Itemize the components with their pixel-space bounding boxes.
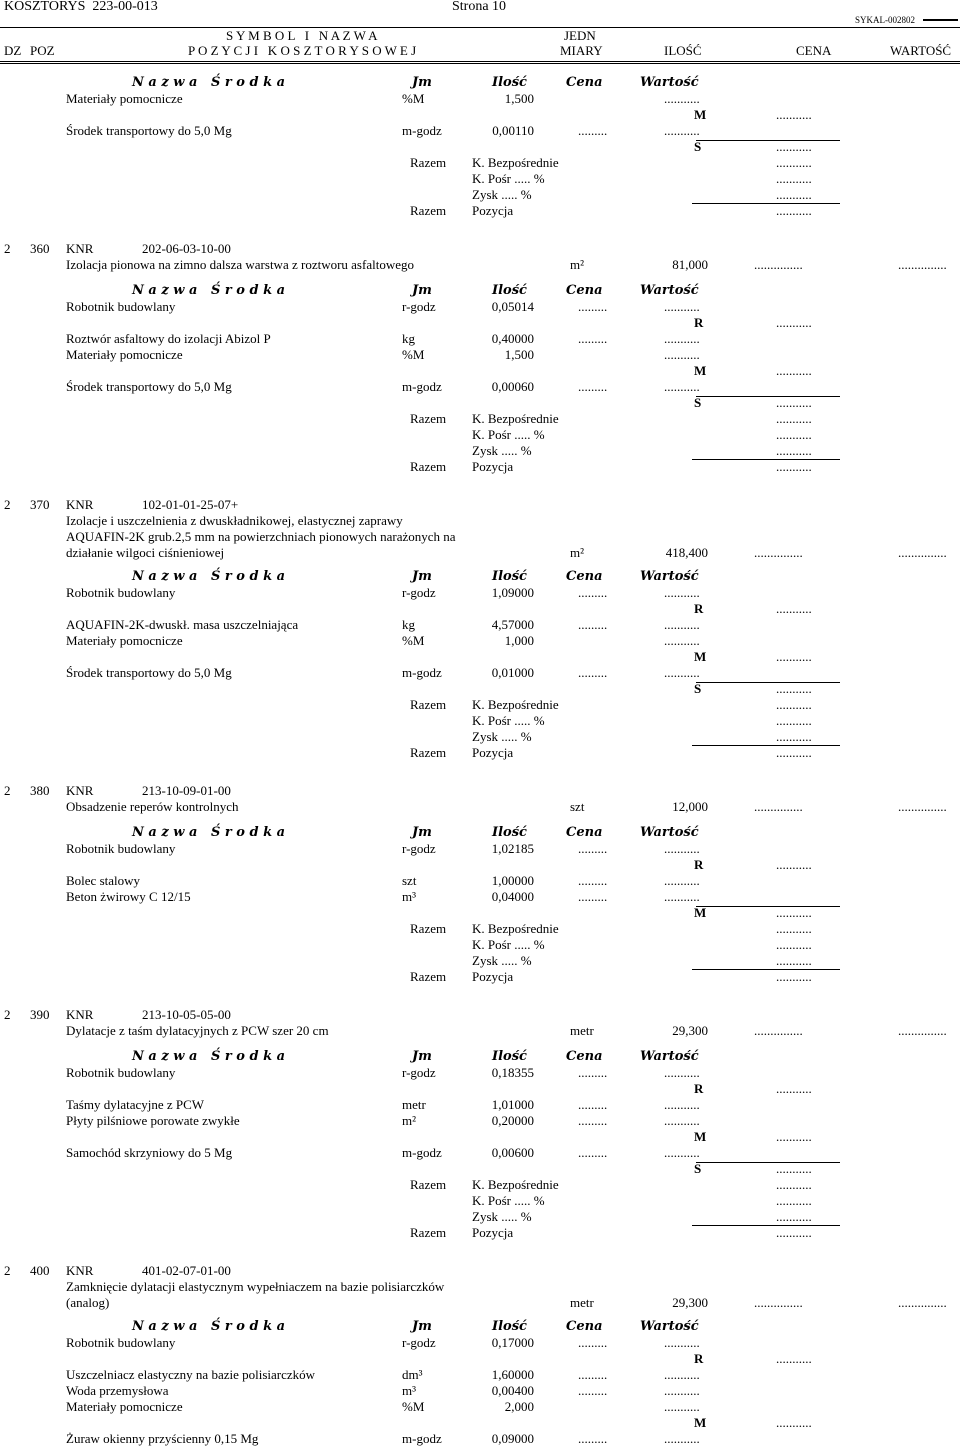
resource-quantity: 0,40000 (491, 331, 534, 346)
resource-quantity: 0,00110 (492, 123, 534, 138)
resource-price: ......... (578, 1383, 608, 1398)
position-quantity: 81,000 (672, 257, 708, 272)
resource-value: ........... (664, 91, 700, 106)
resource-unit: %M (402, 91, 425, 106)
position-number: 400 (30, 1263, 50, 1278)
position-description: Izolacje i uszczelnienia z dwuskładnikowej, elastycznej zaprawy (66, 513, 403, 528)
subtotal-value: ........... (776, 1161, 812, 1176)
total-value: ........... (776, 155, 812, 170)
resource-quantity: 1,09000 (491, 585, 534, 600)
resource-value: ........... (664, 331, 700, 346)
resource-value: ........... (664, 299, 700, 314)
total-value: ........... (776, 1193, 812, 1208)
resource-value: ........... (664, 347, 700, 362)
column-header-jm: Jm (412, 1049, 432, 1064)
column-header-cena: Cena (566, 1319, 603, 1334)
total-value: ........... (776, 937, 812, 952)
total-value: ........... (776, 921, 812, 936)
resource-value: ........... (664, 889, 700, 904)
total-label: Pozycja (472, 459, 514, 474)
resource-value: ........... (664, 123, 700, 138)
resource-value: ........... (664, 617, 700, 632)
position-unit: m² (570, 257, 585, 272)
subtotal-value: ........... (776, 139, 812, 154)
position-dz: 2 (4, 497, 11, 512)
resource-price: ......... (578, 889, 608, 904)
resource-quantity: 2,000 (504, 1399, 534, 1414)
resource-unit: kg (402, 617, 415, 632)
total-label-razem: Razem (410, 969, 447, 984)
total-label-razem: Razem (410, 745, 447, 760)
subtotal-value: ........... (776, 857, 812, 872)
resource-value: ........... (664, 841, 700, 856)
column-header-ilosc: Ilość (492, 1319, 527, 1334)
resource-price: ......... (578, 841, 608, 856)
resource-unit: m-godz (402, 665, 442, 680)
resource-quantity: 1,02185 (491, 841, 534, 856)
miary-heading: MIARY (560, 43, 603, 58)
position-quantity: 12,000 (672, 799, 708, 814)
position-knr: KNR (66, 783, 94, 798)
resource-name: Woda przemysłowa (66, 1383, 169, 1398)
column-header-cena: Cena (566, 75, 603, 90)
subtotal-letter: M (694, 1129, 707, 1144)
position-price: ............... (754, 257, 803, 272)
subtotal-letter: M (694, 1415, 707, 1430)
subtotal-value: ........... (776, 649, 812, 664)
position-number: 380 (30, 783, 50, 798)
total-underline (692, 459, 840, 460)
resource-name: AQUAFIN-2K-dwuskł. masa uszczelniająca (66, 617, 299, 632)
column-header-wartosc: Wartość (640, 825, 699, 840)
total-value: ........... (776, 459, 812, 474)
document-title: KOSZTORYS 223-00-013 (4, 0, 158, 14)
cena-heading: CENA (796, 43, 832, 58)
resource-value: ........... (664, 873, 700, 888)
position-code: 401-02-07-01-00 (142, 1263, 231, 1278)
total-underline (692, 1225, 840, 1226)
subtotal-underline (696, 396, 840, 397)
position-value: ............... (898, 545, 947, 560)
resource-name: Środek transportowy do 5,0 Mg (66, 665, 232, 680)
subtotal-value: ........... (776, 601, 812, 616)
resource-value: ........... (664, 1113, 700, 1128)
resource-quantity: 0,00400 (491, 1383, 534, 1398)
total-label: Pozycja (472, 1225, 514, 1240)
position-unit: metr (570, 1023, 594, 1038)
subtotal-value: ........... (776, 1129, 812, 1144)
resource-value: ........... (664, 665, 700, 680)
column-header-wartosc: Wartość (640, 1049, 699, 1064)
total-label-razem: Razem (410, 921, 447, 936)
resource-name: Środek transportowy do 5,0 Mg (66, 379, 232, 394)
total-value: ........... (776, 171, 812, 186)
wartosc-heading: WARTOŚĆ (890, 43, 952, 58)
subtotal-letter: R (694, 1081, 704, 1096)
position-dz: 2 (4, 1263, 11, 1278)
resource-name: Materiały pomocnicze (66, 1399, 183, 1414)
column-header-nazwa: N a z w a Ś r o d k a (132, 1049, 286, 1064)
column-header-cena: Cena (566, 283, 603, 298)
position-quantity: 418,400 (665, 545, 708, 560)
resource-unit: metr (402, 1097, 426, 1112)
column-header-wartosc: Wartość (640, 283, 699, 298)
resource-price: ......... (578, 123, 608, 138)
resource-price: ......... (578, 1097, 608, 1112)
position-value: ............... (898, 1023, 947, 1038)
column-header-jm: Jm (412, 569, 432, 584)
position-code: 213-10-05-05-00 (142, 1007, 231, 1022)
position-knr: KNR (66, 1007, 94, 1022)
total-label-razem: Razem (410, 1225, 447, 1240)
total-label: K. Pośr ..... % (472, 427, 545, 442)
subtotal-underline (696, 1162, 840, 1163)
position-value: ............... (898, 799, 947, 814)
column-header-ilosc: Ilość (492, 283, 527, 298)
total-label: K. Bezpośrednie (472, 155, 559, 170)
resource-name: Taśmy dylatacyjne z PCW (66, 1097, 205, 1112)
resource-value: ........... (664, 379, 700, 394)
resource-unit: %M (402, 1399, 425, 1414)
position-description: działanie wilgoci ciśnieniowej (66, 545, 225, 560)
resource-value: ........... (664, 1399, 700, 1414)
resource-quantity: 0,17000 (491, 1335, 534, 1350)
total-value: ........... (776, 411, 812, 426)
position-code: 202-06-03-10-00 (142, 241, 231, 256)
column-header-wartosc: Wartość (640, 75, 699, 90)
resource-value: ........... (664, 1097, 700, 1112)
resource-value: ........... (664, 1431, 700, 1446)
resource-price: ......... (578, 299, 608, 314)
resource-unit: %M (402, 347, 425, 362)
subtotal-value: ........... (776, 395, 812, 410)
total-label: K. Bezpośrednie (472, 1177, 559, 1192)
resource-price: ......... (578, 617, 608, 632)
resource-quantity: 1,500 (504, 91, 534, 106)
resource-price: ......... (578, 1145, 608, 1160)
column-header-cena: Cena (566, 1049, 603, 1064)
subtotal-value: ........... (776, 905, 812, 920)
position-code: 213-10-09-01-00 (142, 783, 231, 798)
total-value: ........... (776, 953, 812, 968)
resource-value: ........... (664, 585, 700, 600)
subtotal-letter: M (694, 649, 707, 664)
position-description: Izolacja pionowa na zimno dalsza warstwa z roztworu asfaltowego (66, 257, 414, 272)
resource-unit: kg (402, 331, 415, 346)
subtotal-letter: M (694, 363, 707, 378)
resource-name: Robotnik budowlany (66, 841, 176, 856)
resource-name: Materiały pomocnicze (66, 91, 183, 106)
column-header-nazwa: N a z w a Ś r o d k a (132, 825, 286, 840)
total-label: Pozycja (472, 203, 514, 218)
subtotal-value: ........... (776, 107, 812, 122)
position-description: AQUAFIN-2K grub.2,5 mm na powierzchniach pionowych narażonych na (66, 529, 456, 544)
resource-price: ......... (578, 379, 608, 394)
resource-unit: m³ (402, 1383, 417, 1398)
column-header-nazwa: N a z w a Ś r o d k a (132, 1319, 286, 1334)
resource-unit: dm³ (402, 1367, 423, 1382)
total-label: Zysk ..... % (472, 443, 532, 458)
resource-price: ......... (578, 873, 608, 888)
position-quantity: 29,300 (672, 1295, 708, 1310)
resource-quantity: 1,500 (504, 347, 534, 362)
resource-value: ........... (664, 1383, 700, 1398)
total-label-razem: Razem (410, 697, 447, 712)
subtotal-letter: M (694, 905, 707, 920)
resource-name: Żuraw okienny przyścienny 0,15 Mg (66, 1431, 259, 1446)
total-label: Pozycja (472, 745, 514, 760)
resource-quantity: 1,60000 (491, 1367, 534, 1382)
resource-unit: r-godz (402, 1065, 436, 1080)
column-header-ilosc: Ilość (492, 1049, 527, 1064)
total-label: K. Bezpośrednie (472, 411, 559, 426)
resource-quantity: 0,18355 (491, 1065, 534, 1080)
resource-name: Roztwór asfaltowy do izolacji Abizol P (66, 331, 271, 346)
column-header-jm: Jm (412, 75, 432, 90)
subtotal-letter: R (694, 315, 704, 330)
total-label: Zysk ..... % (472, 187, 532, 202)
resource-value: ........... (664, 633, 700, 648)
position-description: Obsadzenie reperów kontrolnych (66, 799, 239, 814)
resource-quantity: 0,00600 (491, 1145, 534, 1160)
resource-value: ........... (664, 1367, 700, 1382)
resource-name: Samochód skrzyniowy do 5 Mg (66, 1145, 233, 1160)
resource-unit: m-godz (402, 123, 442, 138)
column-header-jm: Jm (412, 825, 432, 840)
total-value: ........... (776, 443, 812, 458)
resource-value: ........... (664, 1145, 700, 1160)
position-dz: 2 (4, 1007, 11, 1022)
resource-quantity: 0,00060 (491, 379, 534, 394)
total-label: Zysk ..... % (472, 953, 532, 968)
symbol-heading: S Y M B O L I N A Z W A (226, 28, 378, 43)
total-value: ........... (776, 203, 812, 218)
column-header-nazwa: N a z w a Ś r o d k a (132, 283, 286, 298)
poz-heading: POZ (30, 43, 55, 58)
position-description: (analog) (66, 1295, 110, 1310)
resource-name: Materiały pomocnicze (66, 347, 183, 362)
total-value: ........... (776, 697, 812, 712)
total-label-razem: Razem (410, 203, 447, 218)
resource-unit: m-godz (402, 1431, 442, 1446)
position-number: 360 (30, 241, 50, 256)
resource-price: ......... (578, 1367, 608, 1382)
resource-unit: r-godz (402, 841, 436, 856)
subtotal-letter: R (694, 1351, 704, 1366)
resource-unit: r-godz (402, 1335, 436, 1350)
resource-unit: m³ (402, 889, 417, 904)
resource-quantity: 0,04000 (491, 889, 534, 904)
subtotal-letter: S (694, 139, 702, 154)
total-value: ........... (776, 1225, 812, 1240)
column-header-cena: Cena (566, 569, 603, 584)
position-unit: m² (570, 545, 585, 560)
total-label: Zysk ..... % (472, 729, 532, 744)
position-value: ............... (898, 257, 947, 272)
document-code: SYKAL-002802 (855, 15, 915, 25)
resource-unit: szt (402, 873, 417, 888)
column-header-ilosc: Ilość (492, 825, 527, 840)
subtotal-value: ........... (776, 363, 812, 378)
resource-quantity: 4,57000 (491, 617, 534, 632)
resource-price: ......... (578, 1113, 608, 1128)
position-price: ............... (754, 1295, 803, 1310)
subtotal-value: ........... (776, 315, 812, 330)
subtotal-underline (696, 682, 840, 683)
total-label: Pozycja (472, 969, 514, 984)
column-header-jm: Jm (412, 1319, 432, 1334)
total-underline (692, 969, 840, 970)
position-number: 370 (30, 497, 50, 512)
column-header-cena: Cena (566, 825, 603, 840)
total-label-razem: Razem (410, 155, 447, 170)
ilosc-heading: ILOŚĆ (664, 43, 702, 58)
subtotal-value: ........... (776, 681, 812, 696)
position-price: ............... (754, 799, 803, 814)
position-number: 390 (30, 1007, 50, 1022)
page-number: Strona 10 (452, 0, 507, 14)
position-price: ............... (754, 545, 803, 560)
jedn-heading: JEDN (564, 28, 596, 43)
position-unit: szt (570, 799, 585, 814)
subtotal-letter: S (694, 1161, 702, 1176)
total-value: ........... (776, 745, 812, 760)
resource-quantity: 1,000 (504, 633, 534, 648)
resource-value: ........... (664, 1335, 700, 1350)
subtotal-letter: R (694, 857, 704, 872)
resource-unit: m² (402, 1113, 417, 1128)
resource-name: Robotnik budowlany (66, 299, 176, 314)
subtotal-value: ........... (776, 1351, 812, 1366)
total-value: ........... (776, 713, 812, 728)
resource-price: ......... (578, 1431, 608, 1446)
total-value: ........... (776, 427, 812, 442)
resource-quantity: 1,01000 (491, 1097, 534, 1112)
resource-name: Robotnik budowlany (66, 1065, 176, 1080)
position-price: ............... (754, 1023, 803, 1038)
position-knr: KNR (66, 497, 94, 512)
resource-name: Materiały pomocnicze (66, 633, 183, 648)
column-header-wartosc: Wartość (640, 569, 699, 584)
resource-name: Robotnik budowlany (66, 1335, 176, 1350)
total-label: K. Pośr ..... % (472, 1193, 545, 1208)
column-header-nazwa: N a z w a Ś r o d k a (132, 569, 286, 584)
subtotal-letter: S (694, 681, 702, 696)
subtotal-letter: M (694, 107, 707, 122)
position-dz: 2 (4, 241, 11, 256)
pozycji-heading: P O Z Y C J I K O S Z T O R Y S O W E J (188, 43, 417, 58)
total-label-razem: Razem (410, 411, 447, 426)
resource-value: ........... (664, 1065, 700, 1080)
total-label: K. Bezpośrednie (472, 697, 559, 712)
position-description: Dylatacje z taśm dylatacyjnych z PCW szer 20 cm (66, 1023, 329, 1038)
column-header-ilosc: Ilość (492, 75, 527, 90)
subtotal-value: ........... (776, 1081, 812, 1096)
total-value: ........... (776, 187, 812, 202)
resource-quantity: 0,09000 (491, 1431, 534, 1446)
total-label: K. Pośr ..... % (472, 937, 545, 952)
subtotal-letter: R (694, 601, 704, 616)
resource-price: ......... (578, 1065, 608, 1080)
position-dz: 2 (4, 783, 11, 798)
resource-unit: m-godz (402, 1145, 442, 1160)
resource-name: Uszczelniacz elastyczny na bazie polisiarczków (66, 1367, 316, 1382)
subtotal-underline (696, 906, 840, 907)
total-label: Zysk ..... % (472, 1209, 532, 1224)
column-header-ilosc: Ilość (492, 569, 527, 584)
resource-name: Bolec stalowy (66, 873, 141, 888)
total-value: ........... (776, 969, 812, 984)
column-header-jm: Jm (412, 283, 432, 298)
total-label-razem: Razem (410, 1177, 447, 1192)
resource-unit: r-godz (402, 299, 436, 314)
position-value: ............... (898, 1295, 947, 1310)
resource-unit: r-godz (402, 585, 436, 600)
position-code: 102-01-01-25-07+ (142, 497, 239, 512)
position-knr: KNR (66, 1263, 94, 1278)
resource-quantity: 0,05014 (491, 299, 534, 314)
total-label: K. Pośr ..... % (472, 713, 545, 728)
subtotal-underline (696, 140, 840, 141)
resource-price: ......... (578, 665, 608, 680)
subtotal-letter: S (694, 395, 702, 410)
resource-unit: m-godz (402, 379, 442, 394)
resource-name: Beton żwirowy C 12/15 (66, 889, 191, 904)
position-description: Zamknięcie dylatacji elastycznym wypełniaczem na bazie polisiarczków (66, 1279, 445, 1294)
column-header-wartosc: Wartość (640, 1319, 699, 1334)
resource-quantity: 1,00000 (491, 873, 534, 888)
position-knr: KNR (66, 241, 94, 256)
total-value: ........... (776, 1209, 812, 1224)
resource-name: Środek transportowy do 5,0 Mg (66, 123, 232, 138)
position-quantity: 29,300 (672, 1023, 708, 1038)
total-underline (692, 203, 840, 204)
resource-quantity: 0,20000 (491, 1113, 534, 1128)
total-label-razem: Razem (410, 459, 447, 474)
total-value: ........... (776, 729, 812, 744)
resource-quantity: 0,01000 (491, 665, 534, 680)
dz-heading: DZ (4, 43, 22, 58)
resource-name: Robotnik budowlany (66, 585, 176, 600)
total-value: ........... (776, 1177, 812, 1192)
subtotal-value: ........... (776, 1415, 812, 1430)
resource-price: ......... (578, 1335, 608, 1350)
total-label: K. Pośr ..... % (472, 171, 545, 186)
resource-unit: %M (402, 633, 425, 648)
column-header-nazwa: N a z w a Ś r o d k a (132, 75, 286, 90)
position-unit: metr (570, 1295, 594, 1310)
total-label: K. Bezpośrednie (472, 921, 559, 936)
total-underline (692, 745, 840, 746)
resource-price: ......... (578, 585, 608, 600)
resource-price: ......... (578, 331, 608, 346)
resource-name: Płyty pilśniowe porowate zwykłe (66, 1113, 240, 1128)
